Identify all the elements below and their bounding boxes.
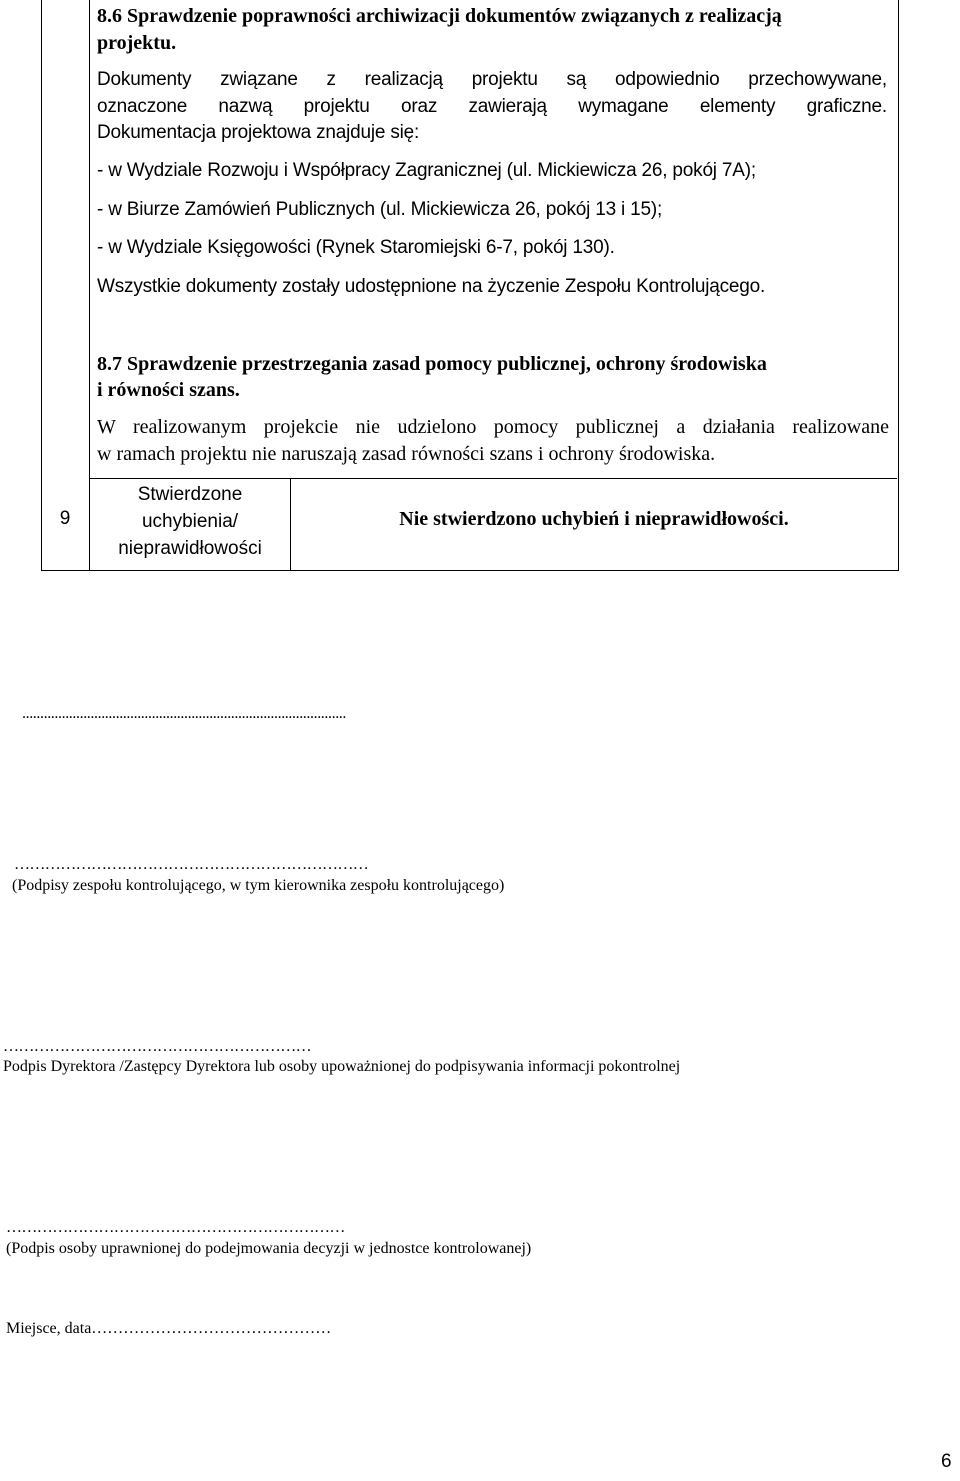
place-date-line: Miejsce, data………………………………………: [6, 1320, 332, 1337]
signature-dots-1: ..........................................................................................: [22, 705, 347, 722]
section-86-closing: Wszystkie dokumenty zostały udostępnione na życzenie Zespołu Kontrolującego.: [97, 276, 766, 297]
section-87-para-line2: w ramach projektu nie naruszają zasad równości szans i ochrony środowiska.: [97, 443, 716, 465]
table-row-divider: [89, 478, 897, 479]
signature-dots-4: …………………………………………………………: [6, 1219, 345, 1236]
section-86-para-line2: oznaczone nazwą projektu oraz zawierają wymagane elementy graficzne.: [97, 96, 887, 117]
row-number: 9: [59, 508, 71, 529]
section-86-para-line1: Dokumenty związane z realizacją projektu są odpowiednio przechowywane,: [97, 69, 887, 90]
section-87-para-line1: W realizowanym projekcie nie udzielono pomocy publicznej a działania realizowane: [97, 416, 889, 438]
row-label-line1: Stwierdzone: [137, 484, 243, 505]
section-86-heading-line2: projektu.: [97, 32, 177, 54]
row-label: [90, 481, 290, 562]
location-item-3: - w Wydziale Księgowości (Rynek Staromiejski 6-7, pokój 130).: [97, 237, 615, 258]
row-label-line2: uchybienia/: [141, 511, 239, 532]
signature-dots-3: ……………………………………………………: [3, 1038, 312, 1055]
section-87-heading-line1: 8.7 Sprawdzenie przestrzegania zasad pomocy publicznej, ochrony środowiska: [97, 353, 767, 375]
row-label-line3: nieprawidłowości: [118, 538, 262, 559]
signature-caption-4: (Podpis osoby uprawnionej do podejmowania decyzji w jednostce kontrolowanej): [6, 1240, 532, 1257]
section-86-para-line3: Dokumentacja projektowa znajduje się:: [97, 122, 420, 143]
section-87-heading-line2: i równości szans.: [97, 379, 240, 401]
section-86-heading-line1: 8.6 Sprawdzenie poprawności archiwizacji dokumentów związanych z realizacją: [97, 5, 782, 27]
signature-caption-3: Podpis Dyrektora /Zastępcy Dyrektora lub osoby upoważnionej do podpisywania informacji pokontrolnej: [3, 1058, 681, 1075]
signature-caption-2: (Podpisy zespołu kontrolującego, w tym kierownika zespołu kontrolującego): [12, 877, 505, 894]
row-result: Nie stwierdzono uchybień i nieprawidłowości.: [399, 508, 789, 530]
signature-dots-2: ……………………………………………………………: [14, 856, 369, 873]
page-number: 6: [941, 1451, 952, 1472]
location-item-2: - w Biurze Zamówień Publicznych (ul. Mickiewicza 26, pokój 13 i 15);: [97, 199, 663, 220]
location-item-1: - w Wydziale Rozwoju i Współpracy Zagranicznej (ul. Mickiewicza 26, pokój 7A);: [97, 160, 756, 181]
